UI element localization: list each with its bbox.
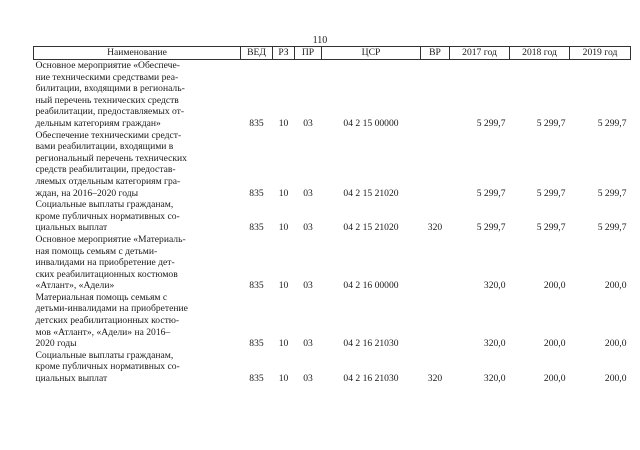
table-row xyxy=(34,292,631,350)
cell-2019: 200,0 xyxy=(604,338,627,350)
cell-2018: 5 299,7 xyxy=(536,187,566,199)
col-header-name: Наименование xyxy=(34,47,241,60)
cell-pr: 03 xyxy=(303,117,313,129)
cell-csr: 04 2 16 21030 xyxy=(343,373,399,385)
row-name-line: Основное мероприятие «Материаль- xyxy=(35,233,186,245)
cell-2018: 200,0 xyxy=(543,280,566,292)
row-name-line: кроме публичных нормативных со- xyxy=(35,361,180,373)
row-name-line: ских реабилитационных костюмов xyxy=(35,268,178,280)
cell-vr xyxy=(421,292,450,350)
row-name-line: инвалидами на приобретение дет- xyxy=(35,257,175,269)
table-row xyxy=(34,130,631,200)
cell-ved: 835 xyxy=(249,187,264,199)
row-name-line: кроме публичных нормативных со- xyxy=(35,210,180,222)
cell-rz: 10 xyxy=(278,222,289,234)
row-name-line: ние техническими средствами реа- xyxy=(35,71,179,83)
cell-2017: 320,0 xyxy=(483,373,506,385)
table-row xyxy=(34,199,631,234)
col-header-ved: ВЕД xyxy=(241,47,273,60)
row-name-line: Социальные выплаты гражданам, xyxy=(35,349,174,361)
row-name xyxy=(34,60,241,130)
cell-ved: 835 xyxy=(249,373,264,385)
cell-2017: 320,0 xyxy=(483,338,506,350)
cell-csr: 04 2 15 21020 xyxy=(343,187,399,199)
table-header-row xyxy=(34,47,631,60)
cell-2019: 5 299,7 xyxy=(597,117,627,129)
col-header-2017: 2017 год xyxy=(450,47,510,60)
cell-ved: 835 xyxy=(249,117,264,129)
page-number: 110 xyxy=(312,35,328,46)
cell-pr: 03 xyxy=(303,280,313,292)
row-name-line: региональный перечень технических xyxy=(35,152,187,164)
row-name-line: Материальная помощь семьям с xyxy=(35,291,168,303)
col-header-vr: ВР xyxy=(421,47,450,60)
cell-ved: 835 xyxy=(249,222,264,234)
cell-2018: 200,0 xyxy=(543,373,566,385)
row-name-line: вами реабилитации, входящими в xyxy=(35,141,174,153)
cell-2019: 200,0 xyxy=(604,280,627,292)
cell-csr: 04 2 15 00000 xyxy=(343,117,399,129)
row-name xyxy=(34,199,241,234)
table-row xyxy=(34,60,631,130)
cell-csr: 04 2 15 21020 xyxy=(343,222,399,234)
row-name-line: реабилитации, предоставляемых от- xyxy=(35,106,185,118)
cell-2018: 200,0 xyxy=(543,338,566,350)
row-name xyxy=(34,350,241,385)
cell-2018: 5 299,7 xyxy=(536,117,566,129)
row-name-line: 2020 годы xyxy=(35,338,77,350)
cell-2019: 5 299,7 xyxy=(597,222,627,234)
row-name-line: ждан, на 2016–2020 годы xyxy=(35,187,139,199)
cell-pr: 03 xyxy=(303,338,313,350)
row-name-line: Обеспечение техническими средст- xyxy=(35,129,182,141)
cell-rz: 10 xyxy=(278,187,289,199)
cell-2017: 5 299,7 xyxy=(476,187,506,199)
row-name-line: Социальные выплаты гражданам, xyxy=(35,199,174,211)
row-name-line: «Атлант», «Адели» xyxy=(35,280,115,292)
cell-ved: 835 xyxy=(249,280,264,292)
row-name-line: дельным категориям граждан» xyxy=(35,117,161,129)
table-row xyxy=(34,350,631,385)
cell-vr: 320 xyxy=(427,222,443,234)
cell-rz: 10 xyxy=(278,280,289,292)
row-name-line: ный перечень технических средств xyxy=(35,94,179,106)
cell-rz: 10 xyxy=(278,117,289,129)
row-name-line: детьми-инвалидами на приобретение xyxy=(35,303,188,315)
cell-2018: 5 299,7 xyxy=(536,222,566,234)
cell-pr: 03 xyxy=(303,222,313,234)
cell-pr: 03 xyxy=(303,187,313,199)
row-name xyxy=(34,234,241,292)
row-name-line: мов «Атлант», «Адели» на 2016– xyxy=(35,326,171,338)
row-name-line: ная помощь семьям с детьми- xyxy=(35,245,158,257)
cell-2019: 5 299,7 xyxy=(597,187,627,199)
cell-vr: 320 xyxy=(427,373,443,385)
row-name-line: ляемых отдельным категориям гра- xyxy=(35,175,181,187)
row-name-line: детских реабилитационных костю- xyxy=(35,315,180,327)
cell-vr xyxy=(421,60,450,130)
cell-rz: 10 xyxy=(278,373,289,385)
row-name-line: циальных выплат xyxy=(35,222,108,234)
cell-2017: 5 299,7 xyxy=(476,222,506,234)
cell-2017: 5 299,7 xyxy=(476,117,506,129)
cell-csr: 04 2 16 21030 xyxy=(343,338,399,350)
col-header-2018: 2018 год xyxy=(510,47,570,60)
cell-2019: 200,0 xyxy=(604,373,627,385)
row-name-line: билитации, входящими в региональ- xyxy=(35,83,185,95)
cell-rz: 10 xyxy=(278,338,289,350)
budget-table xyxy=(33,46,631,385)
cell-ved: 835 xyxy=(249,338,264,350)
cell-vr xyxy=(421,234,450,292)
row-name-line: Основное мероприятие «Обеспече- xyxy=(35,60,180,71)
cell-2017: 320,0 xyxy=(483,280,506,292)
row-name xyxy=(34,292,241,350)
col-header-csr: ЦСР xyxy=(322,47,421,60)
row-name xyxy=(34,130,241,200)
cell-vr xyxy=(421,130,450,200)
row-name-line: циальных выплат xyxy=(35,373,108,385)
table-row xyxy=(34,234,631,292)
cell-pr: 03 xyxy=(303,373,313,385)
cell-csr: 04 2 16 00000 xyxy=(343,280,399,292)
col-header-pr: ПР xyxy=(295,47,322,60)
col-header-rz: РЗ xyxy=(273,47,295,60)
row-name-line: средств реабилитации, предостав- xyxy=(35,164,176,176)
col-header-2019: 2019 год xyxy=(570,47,631,60)
